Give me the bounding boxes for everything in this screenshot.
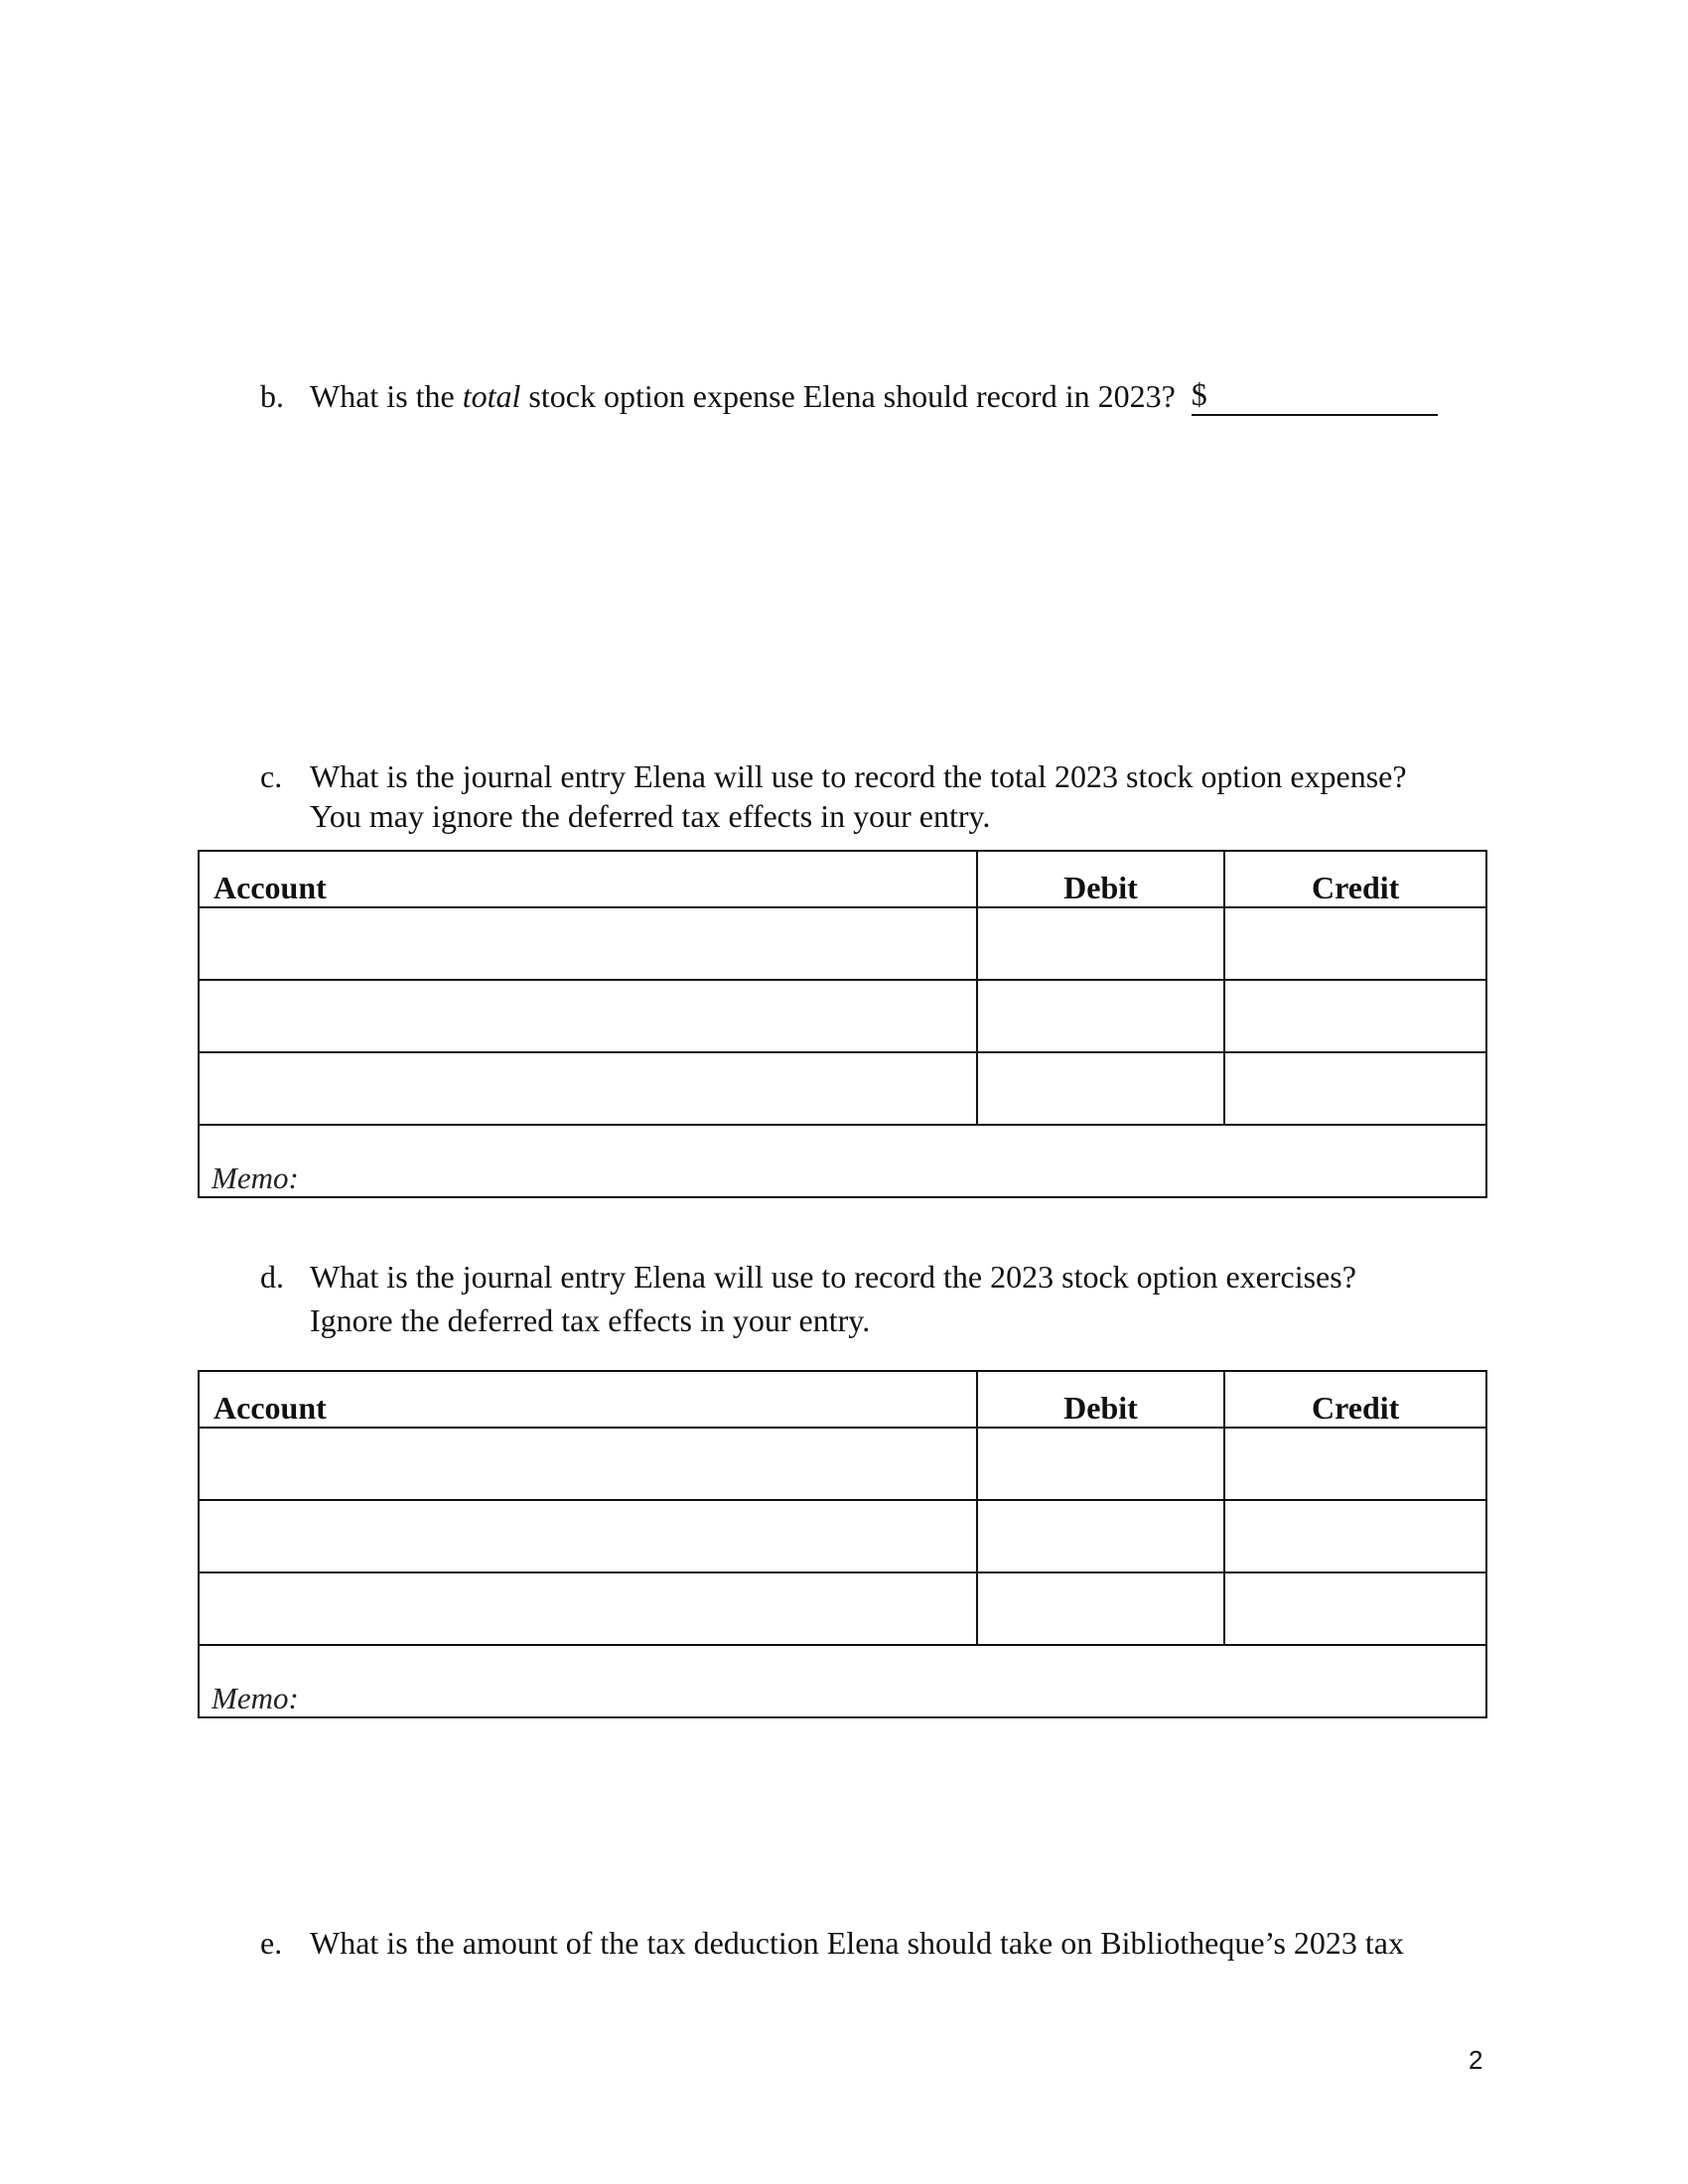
table-row [199, 1572, 1486, 1645]
table-header-row [199, 1371, 1486, 1428]
journal-entry-table-c [198, 850, 1487, 1198]
credit-cell[interactable] [1224, 907, 1486, 980]
page-number: 2 [1469, 2045, 1483, 2075]
answer-blank-b[interactable] [1192, 378, 1438, 416]
table-row [199, 980, 1486, 1052]
header-account: Account [199, 851, 977, 907]
header-credit: Credit [1224, 851, 1486, 907]
table-row [199, 907, 1486, 980]
credit-cell[interactable] [1224, 1572, 1486, 1645]
header-debit: Debit [977, 851, 1225, 907]
memo-row [199, 1125, 1486, 1197]
currency-symbol: $ [1191, 376, 1207, 412]
question-d-line2: Ignore the deferred tax effects in your entry. [310, 1302, 871, 1338]
question-d [260, 1257, 1501, 1346]
memo-field[interactable] [199, 1125, 1486, 1197]
table-header-row [199, 851, 1486, 907]
debit-cell[interactable] [977, 1500, 1225, 1572]
account-cell[interactable] [199, 1052, 977, 1125]
debit-cell[interactable] [977, 1572, 1225, 1645]
memo-label: Memo: [211, 1681, 299, 1715]
header-credit: Credit [1224, 1371, 1486, 1428]
question-c-line1: What is the journal entry Elena will use to record the total 2023 stock option expense? [310, 758, 1407, 794]
debit-cell[interactable] [977, 1052, 1225, 1125]
memo-row [199, 1645, 1486, 1717]
table-row [199, 1500, 1486, 1572]
header-debit: Debit [977, 1371, 1225, 1428]
question-c [260, 756, 1501, 836]
table-row [199, 1052, 1486, 1125]
question-e-label: e. [260, 1925, 283, 1961]
account-cell[interactable] [199, 1572, 977, 1645]
journal-entry-table-d [198, 1370, 1487, 1718]
credit-cell[interactable] [1224, 1500, 1486, 1572]
account-cell[interactable] [199, 1428, 977, 1500]
credit-cell[interactable] [1224, 1428, 1486, 1500]
table-row [199, 1428, 1486, 1500]
question-c-label: c. [260, 758, 283, 794]
memo-label: Memo: [211, 1160, 299, 1195]
credit-cell[interactable] [1224, 980, 1486, 1052]
question-d-line1: What is the journal entry Elena will use to record the 2023 stock option exercises? [310, 1259, 1356, 1295]
credit-cell[interactable] [1224, 1052, 1486, 1125]
question-b-text: What is the total stock option expense Elena should record in 2023? $ [310, 376, 1438, 416]
question-d-label: d. [260, 1259, 284, 1295]
memo-field[interactable] [199, 1645, 1486, 1717]
question-b-label: b. [260, 378, 284, 414]
question-b [260, 376, 1501, 420]
debit-cell[interactable] [977, 980, 1225, 1052]
question-e [260, 1923, 1501, 1967]
question-e-line1: What is the amount of the tax deduction Elena should take on Bibliotheque’s 2023 tax [310, 1925, 1404, 1961]
debit-cell[interactable] [977, 907, 1225, 980]
question-c-line2: You may ignore the deferred tax effects in your entry. [310, 798, 991, 834]
question-b-emphasis: total [462, 378, 521, 414]
account-cell[interactable] [199, 907, 977, 980]
debit-cell[interactable] [977, 1428, 1225, 1500]
account-cell[interactable] [199, 980, 977, 1052]
header-account: Account [199, 1371, 977, 1428]
account-cell[interactable] [199, 1500, 977, 1572]
